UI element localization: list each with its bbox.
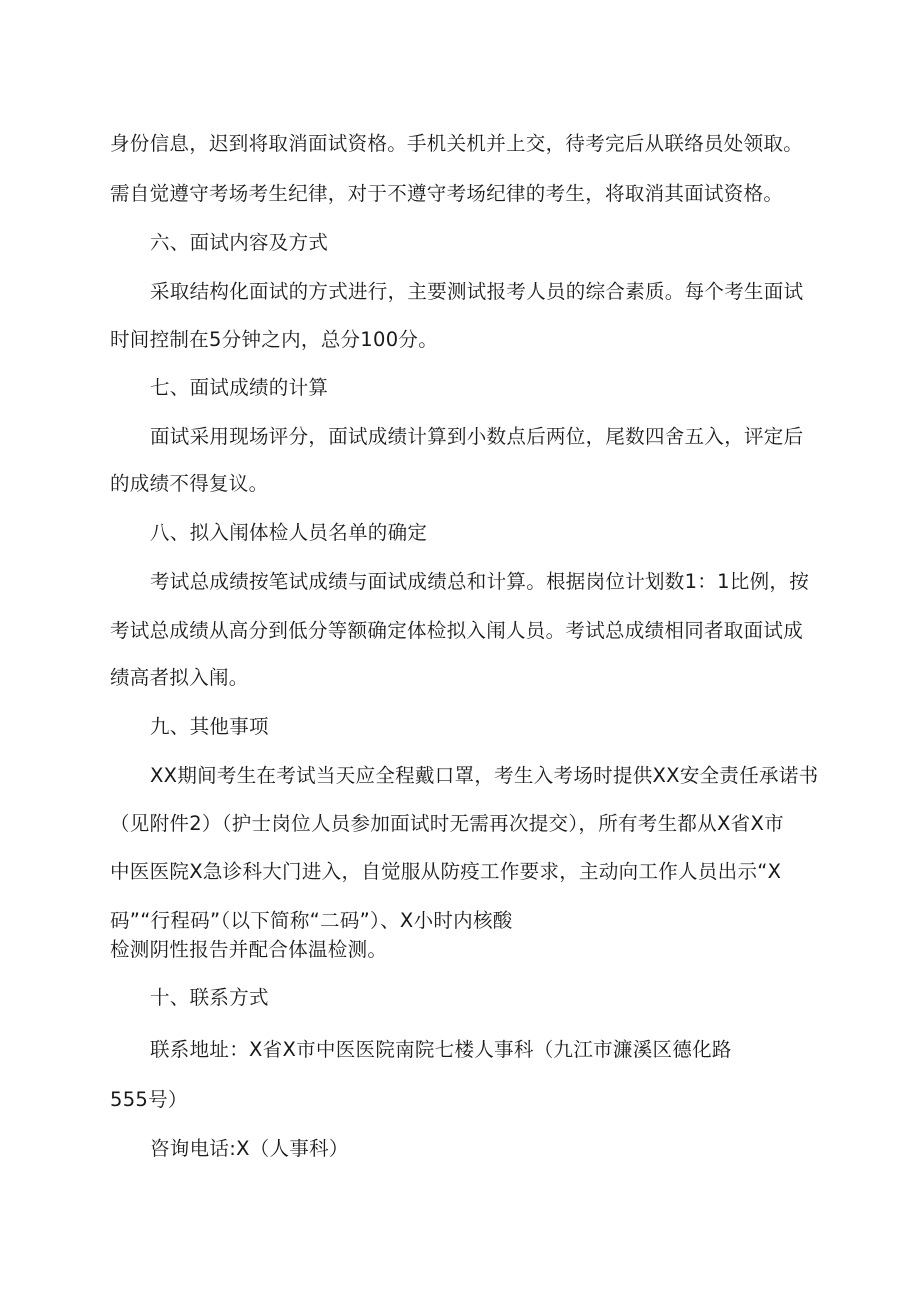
paragraph-line: XX期间考生在考试当天应全程戴口罩，考生入考场时提供XX安全责任承诺书 xyxy=(150,764,819,787)
paragraph-line: 的成绩不得复议。 xyxy=(110,472,269,495)
paragraph-line: （见附件2）（护士岗位人员参加面试时无需再次提交），所有考生都从X省X市 xyxy=(110,812,784,835)
paragraph-line: 采取结构化面试的方式进行，主要测试报考人员的综合素质。每个考生面试 xyxy=(150,280,804,303)
paragraph-line: 面试采用现场评分，面试成绩计算到小数点后两位，尾数四舍五入，评定后 xyxy=(150,425,804,448)
section-heading-7: 七、面试成绩的计算 xyxy=(150,376,329,399)
paragraph-line: 考试总成绩按笔试成绩与面试成绩总和计算。根据岗位计划数1：1比例，按 xyxy=(150,570,810,593)
contact-address: 联系地址：X省X市中医医院南院七楼人事科（九江市濂溪区德化路 xyxy=(150,1038,732,1061)
section-heading-6: 六、面试内容及方式 xyxy=(150,231,329,254)
section-heading-8: 八、拟入闱体检人员名单的确定 xyxy=(150,521,428,544)
paragraph-line: 码”“行程码”（以下简称“二码”）、X小时内核酸 xyxy=(110,909,513,932)
contact-phone: 咨询电话:X（人事科） xyxy=(150,1137,349,1160)
paragraph-line: 检测阴性报告并配合体温检测。 xyxy=(110,938,388,961)
paragraph-line: 需自觉遵守考场考生纪律，对于不遵守考场纪律的考生，将取消其面试资格。 xyxy=(110,182,784,205)
section-heading-9: 九、其他事项 xyxy=(150,715,269,738)
paragraph-line: 中医医院X急诊科大门进入，自觉服从防疫工作要求，主动向工作人员出示“X xyxy=(110,860,782,883)
paragraph-line: 考试总成绩从高分到低分等额确定体检拟入闱人员。考试总成绩相同者取面试成 xyxy=(110,619,804,642)
paragraph-line: 身份信息，迟到将取消面试资格。手机关机并上交，待考完后从联络员处领取。 xyxy=(110,132,804,155)
paragraph-line: 时间控制在5分钟之内，总分100分。 xyxy=(110,328,439,351)
contact-address-continued: 555号） xyxy=(110,1088,188,1111)
section-heading-10: 十、联系方式 xyxy=(150,986,269,1009)
paragraph-line: 绩高者拟入闱。 xyxy=(110,666,249,689)
